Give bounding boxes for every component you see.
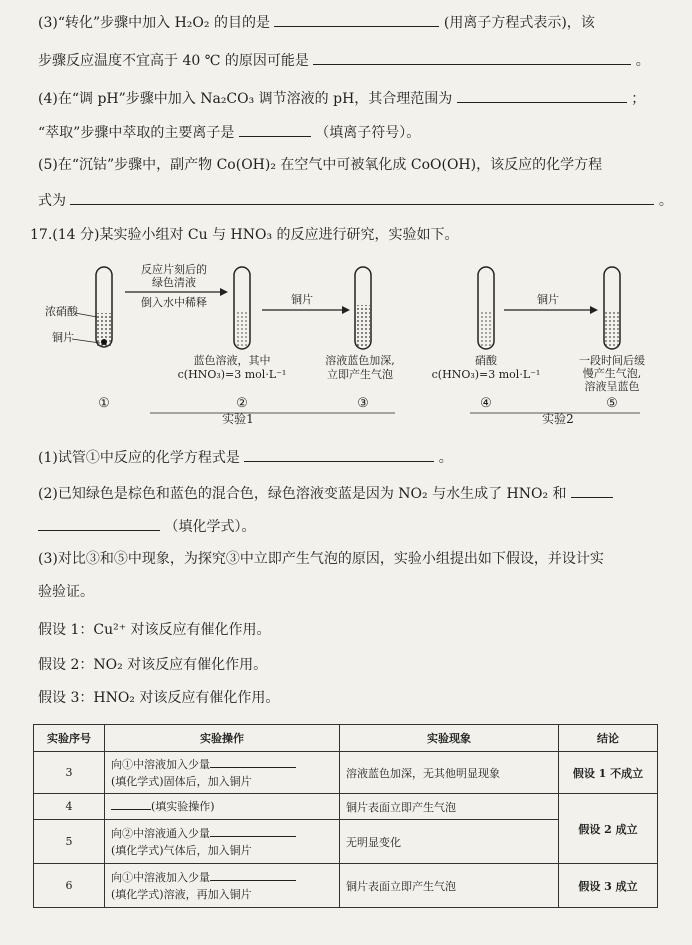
arrow2-label: 铜片 <box>291 293 313 306</box>
q16-part3-line1 <box>38 12 595 32</box>
experiment-2-label: 实验2 <box>542 412 574 426</box>
arrow3-label: 铜片 <box>537 293 559 306</box>
row-conclusion: 假设 2 成立 <box>559 794 658 864</box>
row-conclusion: 假设 1 不成立 <box>559 752 658 794</box>
q16-part4-extract-text: “萃取”步骤中萃取的主要离子是 <box>38 125 235 141</box>
test-tube-2 <box>234 267 250 349</box>
row-operation <box>105 864 340 908</box>
q16-part4-text: (4)在“调 pH”步骤中加入 Na₂CO₃ 调节溶液的 pH，其合理范围为 <box>38 91 453 107</box>
q17-part1-equation-blank[interactable] <box>244 447 434 462</box>
q16-part4-line1 <box>38 88 645 108</box>
row-phenomenon: 无明显变化 <box>340 820 559 864</box>
tube5-desc-line3: 溶液呈蓝色 <box>584 380 640 393</box>
hypothesis-2: 假设 2：NO₂ 对该反应有催化作用。 <box>38 657 268 673</box>
q16-part4-ph-blank[interactable] <box>457 88 627 103</box>
q17-part1-period: 。 <box>438 450 453 466</box>
row-exp-no: 6 <box>34 864 105 908</box>
row-exp-no: 3 <box>34 752 105 794</box>
header-phenomenon: 实验现象 <box>340 725 559 752</box>
tube2-desc-line1: 蓝色溶液，其中 <box>193 354 271 367</box>
row-operation-line1: 向②中溶液通入少量 <box>111 826 210 840</box>
q17-part3-text-cont: 验验证。 <box>38 584 94 600</box>
tube3-desc-line2: 立即产生气泡 <box>327 368 393 381</box>
q16-part5-line2 <box>38 190 673 210</box>
label-conc-nitric-acid: 浓硝酸 <box>45 305 78 318</box>
arrow1-label-line2: 绿色清液 <box>152 276 196 289</box>
q17-header-text: 17.(14 分)某实验小组对 Cu 与 HNO₃ 的反应进行研究，实验如下。 <box>30 227 459 243</box>
hypothesis-3: 假设 3：HNO₂ 对该反应有催化作用。 <box>38 690 280 706</box>
q16-part5-text: (5)在“沉钴”步骤中，副产物 Co(OH)₂ 在空气中可被氧化成 CoO(OH)，该反应的化学方程 <box>38 157 603 173</box>
q17-part3-text: (3)对比③和⑤中现象，为探究③中立即产生气泡的原因，实验小组提出如下假设，并设计实 <box>38 551 604 567</box>
test-tube-4 <box>478 267 494 349</box>
table-header-row <box>34 725 658 752</box>
row-exp-no: 4 <box>34 794 105 820</box>
row-exp-no: 5 <box>34 820 105 864</box>
q17-part1-text: (1)试管①中反应的化学方程式是 <box>38 450 240 466</box>
tube2-desc-line2: c(HNO₃)=3 mol·L⁻¹ <box>177 368 287 381</box>
q17-part2-formula-blank[interactable] <box>571 483 613 498</box>
q17-part2-text: (2)已知绿色是棕色和蓝色的混合色，绿色溶液变蓝是因为 NO₂ 与水生成了 HNO₂ 和 <box>38 486 567 502</box>
q16-part4-ion-blank[interactable] <box>239 122 311 137</box>
table-row <box>34 794 658 820</box>
q16-part3-period: 。 <box>635 53 650 69</box>
arrow-3 <box>504 306 598 314</box>
label-copper-piece: 铜片 <box>52 331 74 344</box>
q17-part2-formula-blank-continued[interactable] <box>38 516 160 531</box>
header-exp-no: 实验序号 <box>34 725 105 752</box>
header-conclusion: 结论 <box>559 725 658 752</box>
table-row <box>34 864 658 908</box>
row-operation <box>105 752 340 794</box>
q16-part4-hint: （填离子符号）。 <box>315 125 421 141</box>
row-phenomenon: 铜片表面立即产生气泡 <box>340 864 559 908</box>
q16-part4-semicolon: ； <box>631 91 646 107</box>
q16-part3-suffix: (用离子方程式表示)，该 <box>443 15 595 31</box>
arrow-2 <box>262 306 350 314</box>
tube-number-4: ④ <box>480 396 492 411</box>
table-row <box>34 752 658 794</box>
row-phenomenon: 溶液蓝色加深，无其他明显现象 <box>340 752 559 794</box>
row-operation <box>105 794 340 820</box>
row-operation-blank[interactable] <box>111 798 151 810</box>
q17-part3-line1 <box>38 550 604 568</box>
row-operation-blank[interactable] <box>210 825 296 837</box>
row-operation-line1: (填实验操作) <box>151 800 215 813</box>
row-operation-line2: (填化学式)气体后，加入铜片 <box>111 843 252 857</box>
q17-part1 <box>38 447 453 467</box>
row-conclusion: 假设 3 成立 <box>559 864 658 908</box>
q17-part2-hint: （填化学式）。 <box>164 519 256 535</box>
arrow1-label-line1: 反应片刻后的 <box>141 263 207 276</box>
test-tube-3 <box>355 267 371 349</box>
tube4-desc-line1: 硝酸 <box>475 354 497 367</box>
row-operation-line2: (填化学式)溶液，再加入铜片 <box>111 887 252 901</box>
q16-part5-equation-blank[interactable] <box>70 190 654 205</box>
tube5-desc-line1: 一段时间后缓 <box>579 354 645 367</box>
tube4-desc-line2: c(HNO₃)=3 mol·L⁻¹ <box>431 368 541 381</box>
q16-part5-prefix: 式为 <box>38 193 66 209</box>
test-tube-1 <box>96 267 112 347</box>
q17-part2-line1 <box>38 483 613 503</box>
arrow1-label-line3: 倒入水中稀释 <box>141 296 207 309</box>
q17-header <box>30 226 459 244</box>
experiment-1-label: 实验1 <box>222 412 254 426</box>
row-operation-blank[interactable] <box>210 869 296 881</box>
row-operation-line2: (填化学式)固体后，加入铜片 <box>111 774 252 788</box>
q17-part3-line2 <box>38 583 94 601</box>
acid-pointer-line <box>75 313 97 317</box>
experiment-table <box>33 724 658 908</box>
q16-part3-line2 <box>38 50 650 70</box>
tube-number-1: ① <box>98 396 110 411</box>
row-phenomenon: 铜片表面立即产生气泡 <box>340 794 559 820</box>
q16-part5-line1 <box>38 156 602 174</box>
header-operation: 实验操作 <box>105 725 340 752</box>
q17-part2-line2 <box>38 516 255 536</box>
tube-number-5: ⑤ <box>606 396 618 411</box>
q16-part3-reason-text: 步骤反应温度不宜高于 40 ℃ 的原因可能是 <box>38 53 309 69</box>
tube-number-2: ② <box>236 396 248 411</box>
tube-number-3: ③ <box>357 396 369 411</box>
row-operation-line1: 向①中溶液加入少量 <box>111 870 210 884</box>
q16-part3-answer-blank[interactable] <box>274 12 439 27</box>
test-tube-5 <box>604 267 620 349</box>
q16-part3-text: (3)“转化”步骤中加入 H₂O₂ 的目的是 <box>38 15 270 31</box>
row-operation-line1: 向①中溶液加入少量 <box>111 757 210 771</box>
q16-part4-line2 <box>38 122 420 142</box>
tube5-desc-line2: 慢产生气泡, <box>582 367 642 380</box>
hypothesis-1: 假设 1：Cu²⁺ 对该反应有催化作用。 <box>38 622 271 638</box>
row-operation <box>105 820 340 864</box>
arrow-1 <box>125 288 228 296</box>
q16-part5-period: 。 <box>658 193 673 209</box>
tube3-desc-line1: 溶液蓝色加深, <box>325 354 395 367</box>
row-operation-blank[interactable] <box>210 756 296 768</box>
q16-part3-reason-blank[interactable] <box>313 50 631 65</box>
